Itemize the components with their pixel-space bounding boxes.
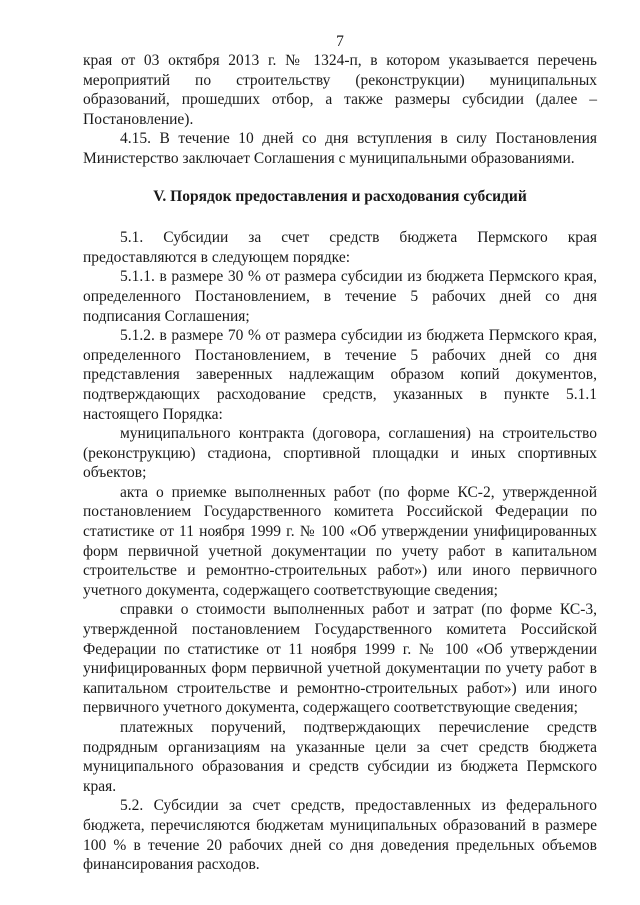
paragraph-continuation: края от 03 октября 2013 г. № 1324-п, в котором указывается перечень мероприятий по строительству (реконструкции) муниципальных образований, прошедших отбор, а также размеры субсидии (далее – Постановление).	[83, 52, 597, 128]
page-number: 7	[336, 33, 344, 50]
list-item-ks3-certificate: справки о стоимости выполненных работ и затрат (по форме КС-3, утвержденной постановлением Государственного комитета Российской Федерации по статистике от 11 ноября 1999 г. № 100 «Об утверждении унифицированных форм первичной учетной документации по учету работ в капитальном строительстве и ремонтно-строительных работ») или иного первичного учетного документа, содержащего соответствующие сведения;	[83, 601, 597, 717]
paragraph-5-1-1: 5.1.1. в размере 30 % от размера субсидии из бюджета Пермского края, определенного Постановлением, в течение 5 рабочих дней со дня подписания Соглашения;	[83, 268, 597, 325]
document-body	[83, 51, 597, 875]
paragraph-5-1-2: 5.1.2. в размере 70 % от размера субсидии из бюджета Пермского края, определенного Постановлением, в течение 5 рабочих дней со дня представления заверенных надлежащим образом копий документов, подтверждающих расходование средств, указанных в пункте 5.1.1 настоящего Порядка:	[83, 327, 597, 423]
paragraph-5-1: 5.1. Субсидии за счет средств бюджета Пермского края предоставляются в следующем порядке:	[83, 229, 597, 266]
paragraph-4-15: 4.15. В течение 10 дней со дня вступления в силу Постановления Министерство заключает Соглашения с муниципальными образованиями.	[83, 130, 597, 167]
list-item-payment-orders: платежных поручений, подтверждающих перечисление средств подрядным организациям на указанные цели за счет средств бюджета муниципального образования и средств субсидии из бюджета Пермского края.	[83, 719, 597, 795]
paragraph-5-2: 5.2. Субсидии за счет средств, предоставленных из федерального бюджета, перечисляются бюджетам муниципальных образований в размере 100 % в течение 20 рабочих дней со дня доведения предельных объемов финансирования расходов.	[83, 797, 597, 874]
list-item-contract: муниципального контракта (договора, соглашения) на строительство (реконструкцию) стадиона, спортивной площадки и иных спортивных объектов;	[83, 425, 597, 482]
section-heading: V. Порядок предоставления и расходования субсидий	[153, 187, 527, 205]
list-item-ks2-act: акта о приемке выполненных работ (по форме КС-2, утвержденной постановлением Государственного комитета Российской Федерации по статистике от 11 ноября 1999 г. № 100 «Об утверждении унифицированных форм первичной учетной документации по учету работ в капитальном строительстве и ремонтно-строительных работ») или иного первичного учетного документа, содержащего соответствующие сведения;	[83, 483, 597, 599]
